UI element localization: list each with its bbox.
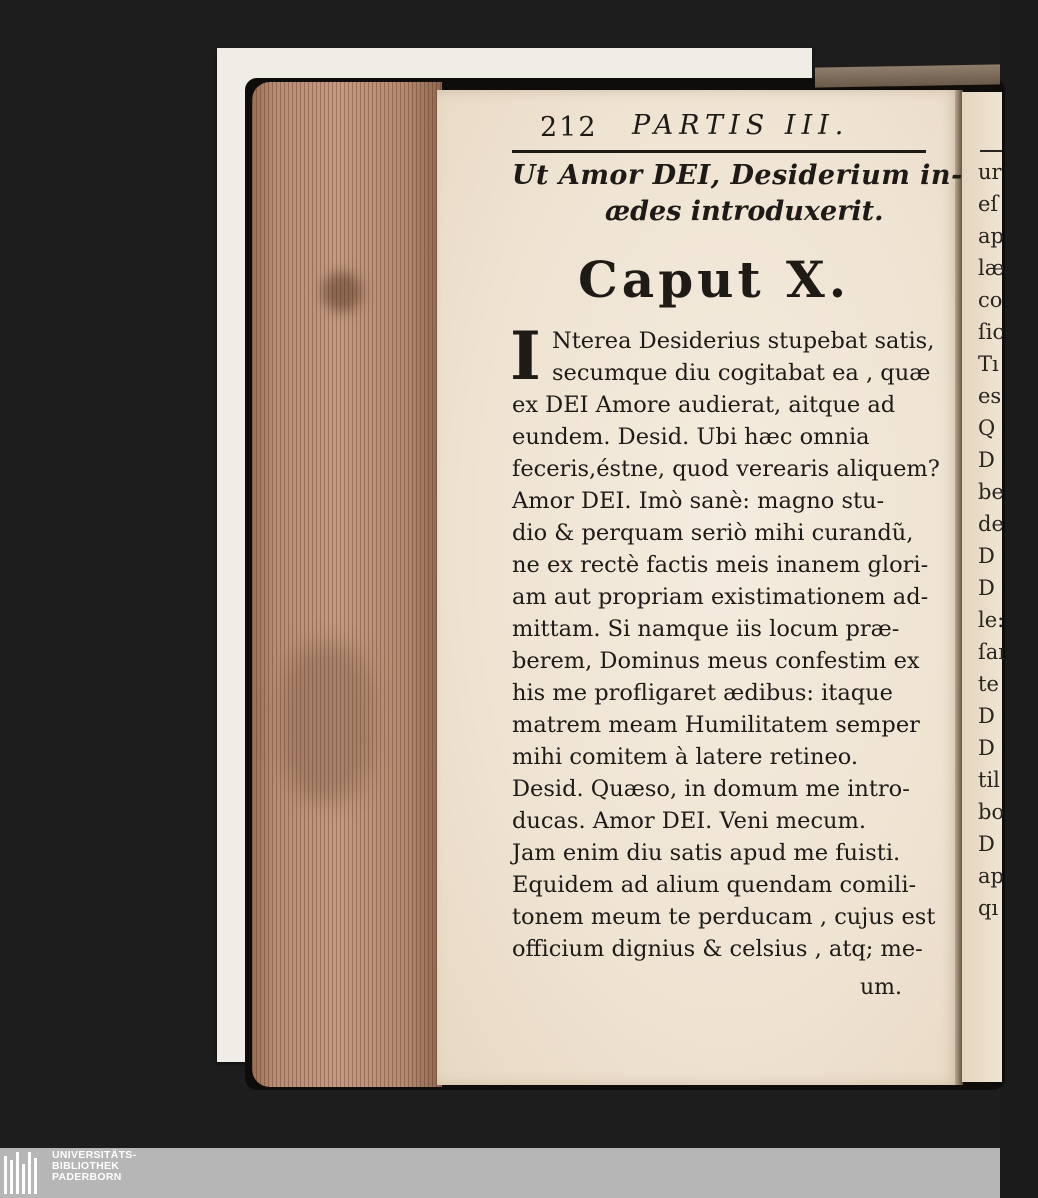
facing-page-fragment: Q [978,416,996,440]
facing-page-fragment: D [978,448,995,472]
facing-page-fragment: le: [978,608,1005,632]
body-line: Nterea Desiderius stupebat satis, [552,328,935,354]
body-line: ne ex rectè factis meis inanem glori- [512,552,929,578]
facing-page-fragment: D [978,544,995,568]
facing-page-fragment: qı [978,896,999,920]
logo-bar [34,1158,37,1194]
body-line: secumque diu cogitabat ea , quæ [552,360,931,386]
body-line: his me profligaret ædibus: itaque [512,680,893,706]
logo-bar [4,1156,7,1194]
drop-capital: I [510,317,541,395]
facing-page-fragment: D [978,576,995,600]
chapter-title-line-2: ædes introduxerit. [605,196,884,227]
facing-page-fragment: bo [978,800,1005,824]
institution-line-2: BIBLIOTHEK [52,1160,120,1172]
facing-page-fragment: ſic [978,320,1005,344]
facing-page-fragment: til [978,768,1000,792]
logo-bar [10,1160,13,1194]
facing-page-fragment: ap [978,224,1004,248]
running-head: PARTIS III. [632,110,850,141]
body-line: tonem meum te perducam , cujus est [512,904,936,930]
chapter-title-line-1: Ut Amor DEI, Desiderium in- [512,160,963,191]
footer-bar [0,1148,1000,1198]
institution-line-1: UNIVERSITÄTS- [52,1149,137,1161]
body-line: ex DEI Amore audierat, aitque ad [512,392,896,418]
facing-page-fragment: co [978,288,1003,312]
library-logo-icon [4,1152,46,1194]
facing-page-fragment: Tı [978,352,999,376]
body-line: dio & perquam seriò mihi curandũ, [512,520,914,546]
facing-page-fragment: be [978,480,1004,504]
facing-page-fragment: ſaı [978,640,1006,664]
facing-page-fragment: es [978,384,1002,408]
body-line: Equidem ad alium quendam comili- [512,872,917,898]
body-line: am aut propriam existimationem ad- [512,584,929,610]
facing-page-fragment: D [978,736,995,760]
logo-bar [16,1152,19,1194]
facing-page-fragment: D [978,704,995,728]
facing-page-fragment: læ [978,256,1005,280]
body-line: Desid. Quæso, in domum me intro- [512,776,910,802]
book-fore-edge [252,82,442,1087]
page-number: 212 [540,112,598,143]
body-line: feceris,éstne, quod verearis aliquem? [512,456,940,482]
body-line: ducas. Amor DEI. Veni mecum. [512,808,867,834]
body-line: mihi comitem à latere retineo. [512,744,859,770]
chapter-heading: Caput X. [578,250,851,309]
edge-stain [322,272,362,312]
facing-page-fragment: ur [978,160,1002,184]
facing-page-fragment: ap [978,864,1004,888]
facing-page-fragment: D [978,832,995,856]
body-line: Amor DEI. Imò sanè: magno stu- [512,488,885,514]
book-spine-top [815,64,1000,87]
header-rule [512,150,926,153]
body-line: officium dignius & celsius , atq; me- [512,936,923,962]
facing-page-fragment: eſ [978,192,999,216]
body-line: Jam enim diu satis apud me fuisti. [512,840,901,866]
edge-stain [282,642,372,802]
body-line: mittam. Si namque iis locum præ- [512,616,900,642]
logo-bar [22,1164,25,1194]
body-line: matrem meam Humilitatem semper [512,712,920,738]
body-line: eundem. Desid. Ubi hæc omnia [512,424,870,450]
institution-line-3: PADERBORN [52,1171,122,1183]
facing-page-fragment: de [978,512,1004,536]
facing-page-fragment: te [978,672,999,696]
logo-bar [28,1152,31,1194]
body-line: berem, Dominus meus confestim ex [512,648,920,674]
facing-page [962,92,1006,1082]
facing-page-rule [980,150,1002,152]
catchword: um. [860,975,903,1000]
